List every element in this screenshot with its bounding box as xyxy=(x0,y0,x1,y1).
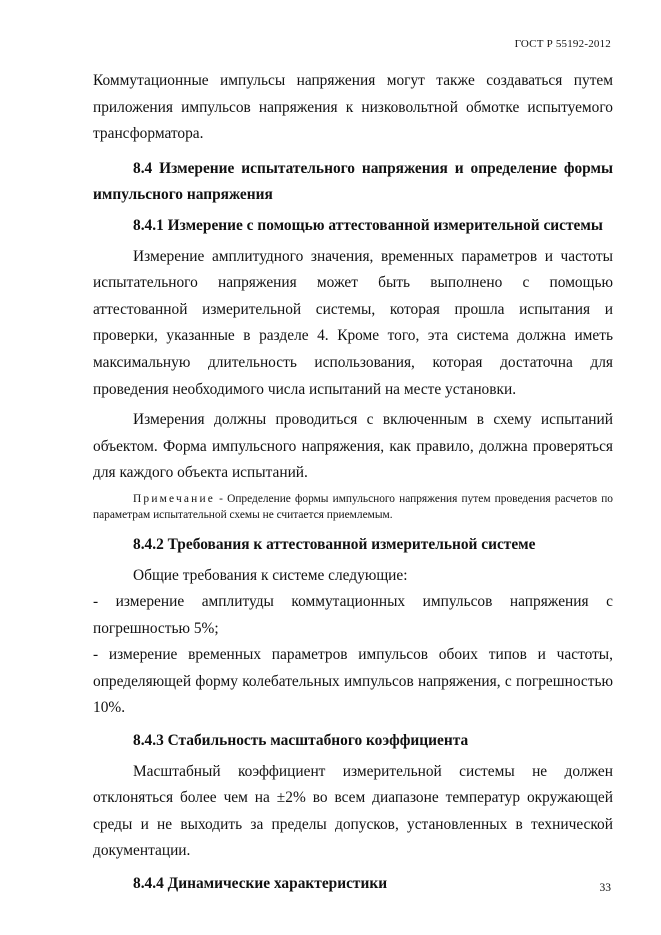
paragraph: Измерение амплитудного значения, временных параметров и частоты испытательного напряжения может быть выполнено с помощью аттестованной измерительной системы, которая прошла испытания и проверки, указанные в разделе 4. Кроме того, эта система должна иметь максимальную длительность использования, которая достаточна для проведения необходимого числа испытаний на месте установки. xyxy=(93,247,613,398)
paragraph: Коммутационные импульсы напряжения могут также создаваться путем приложения импульсов напряжения к низковольтной обмотке испытуемого трансформатора. xyxy=(93,72,613,143)
document-body xyxy=(93,68,613,898)
section-heading-8-4-3: 8.4.3 Стабильность масштабного коэффициента xyxy=(133,732,469,750)
section-heading-8-4: 8.4 Измерение испытательного напряжения и определение формы импульсного напряжения xyxy=(93,159,613,204)
page-number: 33 xyxy=(599,882,611,894)
section-heading-8-4-1: 8.4.1 Измерение с помощью аттестованной измерительной системы xyxy=(133,216,603,234)
section-heading-8-4-2: 8.4.2 Требования к аттестованной измерительной системе xyxy=(133,535,536,553)
paragraph: Общие требования к системе следующие: xyxy=(133,566,408,584)
document-code-header: ГОСТ Р 55192-2012 xyxy=(514,38,611,50)
paragraph: Масштабный коэффициент измерительной системы не должен отклоняться более чем на ±2% во всем диапазоне температур окружающей среды и не выходить за пределы допусков, установленных в технической документации. xyxy=(93,762,613,860)
section-heading-8-4-4: 8.4.4 Динамические характеристики xyxy=(133,875,388,893)
note xyxy=(93,491,613,524)
list-item: - измерение амплитуды коммутационных импульсов напряжения с погрешностью 5%; xyxy=(93,593,613,637)
note-text: - Определение формы импульсного напряжения путем проведения расчетов по параметрам испытательной схемы не считается приемлемым. xyxy=(93,492,613,522)
note-label: Примечание xyxy=(133,492,216,505)
paragraph: Измерения должны проводиться с включенным в схему испытаний объектом. Форма импульсного напряжения, как правило, должна проверяться для каждого объекта испытаний. xyxy=(93,411,613,482)
list-item: - измерение временных параметров импульсов обоих типов и частоты, определяющей форму колебательных импульсов напряжения, с погрешностью 10%. xyxy=(93,646,613,717)
